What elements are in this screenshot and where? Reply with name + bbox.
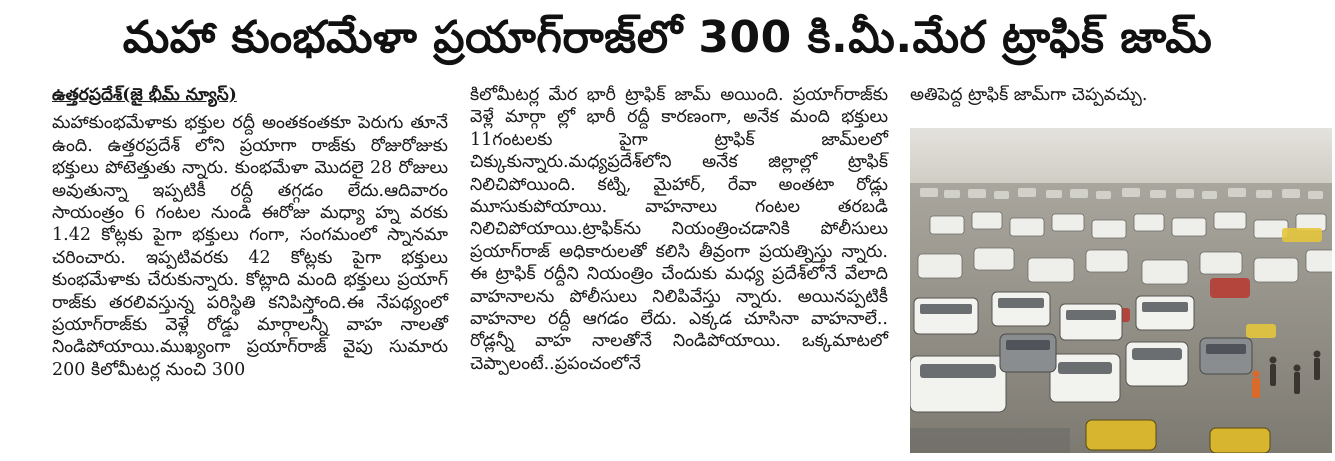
article-paragraph: మహాకుంభమేళాకు భక్తుల రద్దీ అంతకంతకూ పెరుగు తూనే ఉంది. ఉత్తరప్రదేశ్ లోని ప్రయాగా రాజ్‌కు రోజురోజుకు భక్తులు పోటెత్తుతు న్నారు. కుంభమేళా మొదలై 28 రోజులు అవుతున్నా ఇప్పటికీ రద్దీ తగ్గడం లేదు.ఆదివారం సాయంత్రం 6 గంటల నుండి ఈరోజు మధ్యా హ్న వరకు 1.42 కోట్లకు పైగా భక్తులు గంగా, సంగమంలో స్నానమా చరించారు. ఇప్పటివరకు 42 కోట్లకు పైగా భక్తులు కుంభమేళాకు చేరుకున్నారు. కోట్లాది మంది భక్తులు ప్రయాగ్ రాజ్‌కు తరలివస్తున్న పరిస్థితి కనిపిస్తోంది.ఈ నేపథ్యంలో ప్రయాగ్‌రాజ్‌కు వెళ్లే రోడ్డు మార్గాలన్నీ వాహ నాలతో నిండిపోయాయి.ముఖ్యంగా ప్రయాగ్‌రాజ్ వైపు సుమారు 200 కిలోమీటర్ల నుంచి 300 bbox=[52, 113, 448, 380]
traffic-jam-photo bbox=[910, 128, 1332, 453]
traffic-jam-photo-illustration bbox=[910, 128, 1332, 453]
article-paragraph: కిలోమీటర్ల మేర భారీ ట్రాఫిక్ జామ్ అయింది. ప్రయాగ్‌రాజ్‌కు వెళ్లే మార్గా ల్లో భారీ రద్దీ కారణంగా, అనేక మంది భక్తులు 11గంటలకు పైగా ట్రాఫిక్ జామ్‌లలో చిక్కుకున్నారు.మధ్యప్రదేశ్‌లోని అనేక జిల్లాల్లో ట్రాఫిక్ నిలిచిపోయింది. కట్ని, మైహార్, రేవా అంతటా రోడ్లు మూసుకుపోయాయి. వాహనాలు గంటల తరబడి నిలిచిపోయాయి.ట్రాఫిక్‌ను నియంత్రించడానికి పోలీసులు ప్రయాగ్‌రాజ్ అధికారులతో కలిసి తీవ్రంగా ప్రయత్నిస్తు న్నారు. ఈ ట్రాఫిక్ రద్దీని నియంత్రిం చేందుకు మధ్య ప్రదేశ్‌లోనే వేలాది వాహనాలను పోలీసులు నిలిపివేస్తు న్నారు. అయినప్పటికీ వాహనాల రద్దీ ఆగడం లేదు. ఎక్కడ చూసినా వాహనాలే.. రోడ్లన్నీ వాహ నాలతోనే నిండిపోయాయి. ఒక్కమాటలో చెప్పాలంటే..ప్రపంచంలోనే bbox=[470, 85, 888, 374]
byline: ఉత్తరప్రదేశ్(జై భీమ్ న్యూస్) bbox=[52, 85, 237, 105]
headline: మహా కుంభమేళా ప్రయాగ్‌రాజ్‌లో 300 కి.మీ.మేర ట్రాఫిక్ జామ్ bbox=[122, 12, 1213, 63]
article-column-3 bbox=[910, 84, 1330, 106]
article-column-1 bbox=[52, 84, 448, 381]
article-column-2 bbox=[470, 84, 888, 375]
article-paragraph: అతిపెద్ద ట్రాఫిక్ జామ్‌గా చెప్పవచ్చు. bbox=[910, 85, 1148, 105]
